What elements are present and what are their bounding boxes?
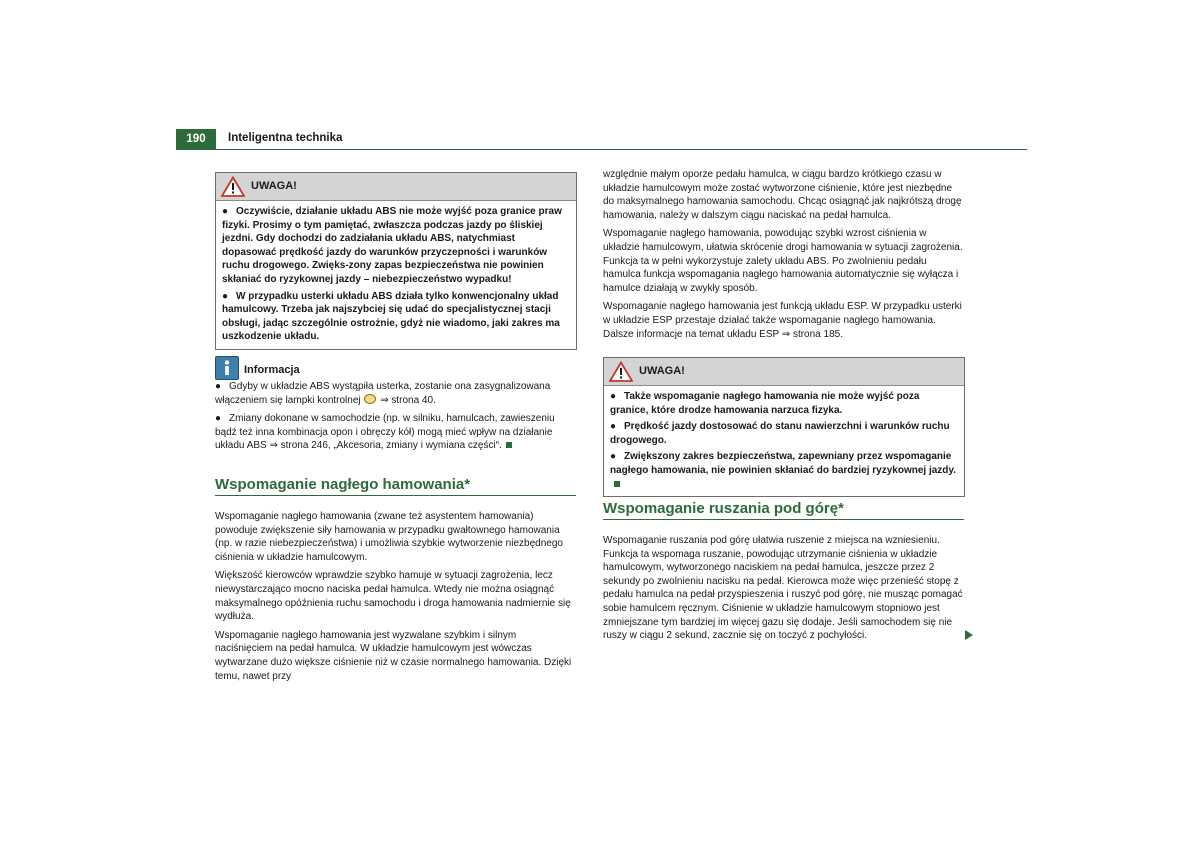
warning-title: UWAGA! [639,365,685,377]
warning-header [604,358,964,386]
page-number: 190 [176,129,216,149]
info-item: ● Zmiany dokonane w samochodzie (np. w silniku, hamulcach, zawieszeniu bądź też inna kombinacja opon i obręczy kół) mogą mieć wpływ na działanie układu ABS ⇒ strona 246, „Akcesoria, zmiany i wymiana części“. [215,413,555,452]
paragraph: Większość kierowców wprawdzie szybko hamuje w sytuacji zagrożenia, lecz niewystarczająco mocno naciska pedał hamulca. Wtedy nie można osiągnąć maksymalnego opóźnienia ruchu samochodu i droga hamowania nadmiernie się wydłuża. [215,570,571,623]
section-body-right [603,534,964,648]
warning-box-left [215,172,577,350]
bullet-icon: ● [610,391,617,402]
warning-header [216,173,576,201]
continue-arrow-icon [965,630,973,640]
bullet-icon: ● [222,206,229,217]
end-of-section-icon [614,481,620,487]
end-of-section-icon [506,442,512,448]
warning-item: ● Także wspomaganie nagłego hamowania nie może wyjść poza granice, które drodze hamowania narzuca fizyka. [610,391,920,416]
bullet-icon: ● [610,451,617,463]
warning-title: UWAGA! [251,180,297,192]
section-rule [603,519,964,520]
right-column-text [603,168,964,346]
warning-item: ● Zwiększony zakres bezpieczeństwa, zapewniany przez wspomaganie nagłego hamowania, nie powinien skłaniać do bardziej ryzykownej jazdy. [610,450,958,491]
warning-triangle-icon [609,361,633,382]
abs-warning-lamp-icon [364,394,376,404]
info-item: ● Gdyby w układzie ABS wystąpiła usterka, zostanie ona zasygnalizowana włączeniem się lampki kontrolnej ⇒ strona 40. [215,381,551,406]
bullet-icon: ● [610,421,617,433]
section-body-left [215,510,576,688]
running-head: Inteligentna technika [228,132,343,144]
section-rule [215,495,576,496]
page-header [176,129,1027,150]
warning-item: ● Oczywiście, działanie układu ABS nie może wyjść poza granice praw fizyki. Prosimy o tym pamiętać, zwłaszcza podczas jazdy po śliskiej jezdni. Gdy dochodzi do zadziałania układu ABS, natychmiast dopasować prędkość jazdy do warunków przyczepności i warunków ruchu drogowego. Zwięks-zony zapas bezpieczeństwa nie powinien skłaniać do ryzykownej jazdy – niebezpieczeństwo wypadku! [222,206,562,285]
bullet-icon: ● [215,413,222,425]
paragraph: Wspomaganie nagłego hamowania, powodując szybki wzrost ciśnienia w układzie hamulcowym, ułatwia skrócenie drogi hamowania w sytuacji zagrożenia. Funkcja ta w pełni wykorzystuje zalety układu ABS. Po zwolnieniu pedału hamulca funkcja wspomagania nagłego hamowania automatycznie się wyłącza i hamulce działają w zwykły sposób. [603,228,963,294]
paragraph: Wspomaganie ruszania pod górę ułatwia ruszenie z miejsca na wzniesieniu. Funkcja ta wspomaga ruszanie, powodując utrzymanie ciśnienia w układzie hamulcowym, wytworzonego naciskiem na pedał hamulca, jeszcze przez 2 sekundy po zwolnieniu nacisku na pedał. Kierowca może więc przenieść stopę z pedału hamulca na pedał przyspieszenia i ruszyć pod górę, nie musząc pomagać sobie hamulcem ręcznym. Ciśnienie w układzie hamulcowym stopniowo jest zmniejszane tym bardziej im więcej gazu się dodaje. Jeśli samochodem się nie ruszy w ciągu 2 sekund, zacznie się on toczyć z pochyłości. [603,535,963,642]
warning-item: ● W przypadku usterki układu ABS działa tylko konwencjonalny układ hamulcowy. Trzeba jak najszybciej się udać do specjalistycznej stacji obsługi, jadąc szczególnie ostrożnie, gdyż nie wiadomo, jaki zakres ma uszkodzenie układu. [222,290,560,343]
paragraph: względnie małym oporze pedału hamulca, w ciągu bardzo krótkiego czasu w układzie hamulcowym może zostać wytworzone ciśnienie, które jest niezbędne do maksymalnego hamowania samochodu. Chcąc osiągnąć jak najkrótszą drogę hamowania, należy w dalszym ciągu naciskać na pedał hamulca. [603,169,962,221]
warning-item: ● Prędkość jazdy dostosować do stanu nawierzchni i warunków ruchu drogowego. [610,421,950,446]
paragraph: Wspomaganie nagłego hamowania jest wyzwalane szybkim i silnym naciśnięciem na pedał hamulca. W układzie hamulcowym jest wówczas wytwarzane dużo większe ciśnienie niż w czasie normalnego hamowania. Dzięki temu, nawet przy [215,629,572,682]
bullet-icon: ● [215,381,222,392]
info-title: Informacja [244,364,300,376]
paragraph: Wspomaganie nagłego hamowania (zwane też asystentem hamowania) powoduje zwiększenie siły hamowania w przypadku gwałtownego hamowania (np. w razie niebezpieczeństwa) i umożliwia szybkie wytworzenie niezbędnego ciśnienia w układzie hamulcowym. [215,511,563,563]
section-title-brake-assist: Wspomaganie nagłego hamowania* [215,476,471,493]
warning-box-right [603,357,965,497]
section-title-hill-hold: Wspomaganie ruszania pod górę* [603,500,844,517]
paragraph: Wspomaganie nagłego hamowania jest funkcją układu ESP. W przypadku usterki w układzie ESP przestaje działać także wspomaganie nagłego hamowania. Dalsze informacje na temat układu ESP ⇒ strona 185. [603,301,962,340]
info-content [215,380,576,458]
info-icon [215,356,239,380]
bullet-icon: ● [222,290,229,302]
warning-triangle-icon [221,176,245,197]
